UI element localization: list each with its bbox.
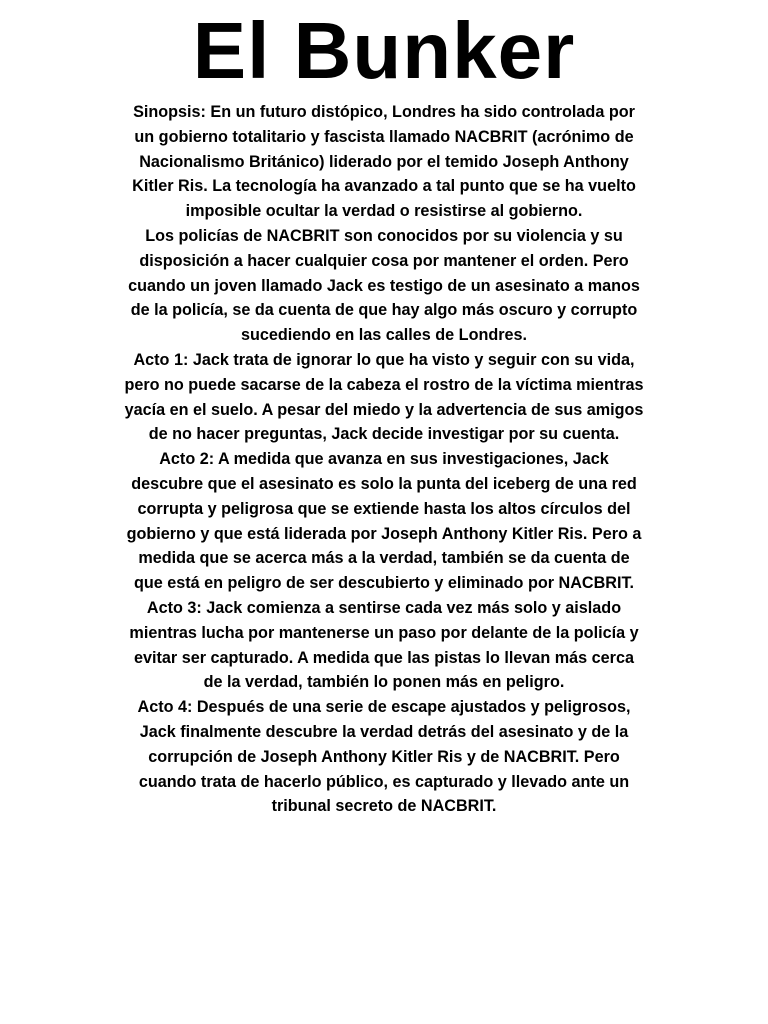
paragraph-act-2: Acto 2: A medida que avanza en sus investigaciones, Jack descubre que el asesinato es solo la punta del iceberg de una red corrupta y peligrosa que se extiende hasta los altos círculos del gobierno y que está liderada por Joseph Anthony Kitler Ris. Pero a medida que se acerca más a la verdad, también se da cuenta de que está en peligro de ser descubierto y eliminado por NACBRIT. (126, 450, 642, 593)
paragraph-act-1: Acto 1: Jack trata de ignorar lo que ha visto y seguir con su vida, pero no puede sacarse de la cabeza el rostro de la víctima mientras yacía en el suelo. A pesar del miedo y la advertencia de sus amigos de no hacer preguntas, Jack decide investigar por su cuenta. (124, 350, 644, 444)
paragraph-act-3: Acto 3: Jack comienza a sentirse cada vez más solo y aislado mientras lucha por mantenerse un paso por delante de la policía y evitar ser capturado. A medida que las pistas lo llevan más cerca de la verdad, también lo ponen más en peligro. (129, 598, 639, 692)
document-body (124, 100, 644, 819)
paragraph-synopsis: Sinopsis: En un futuro distópico, Londres ha sido controlada por un gobierno totalitario y fascista llamado NACBRIT (acrónimo de Nacionalismo Británico) liderado por el temido Joseph Anthony Kitler Ris. La tecnología ha avanzado a tal punto que se ha vuelto imposible ocultar la verdad o resistirse al gobierno. (132, 103, 636, 221)
paragraph-act-4: Acto 4: Después de una serie de escape ajustados y peligrosos, Jack finalmente descubre la verdad detrás del asesinato y de la corrupción de Joseph Anthony Kitler Ris y de NACBRIT. Pero cuando trata de hacerlo público, es capturado y llevado ante un tribunal secreto de NACBRIT. (137, 698, 631, 816)
paragraph-police: Los policías de NACBRIT son conocidos por su violencia y su disposición a hacer cualquier cosa por mantener el orden. Pero cuando un joven llamado Jack es testigo de un asesinato a manos de la policía, se da cuenta de que hay algo más oscuro y corrupto sucediendo en las calles de Londres. (128, 226, 640, 345)
document-title: El Bunker (192, 6, 576, 95)
